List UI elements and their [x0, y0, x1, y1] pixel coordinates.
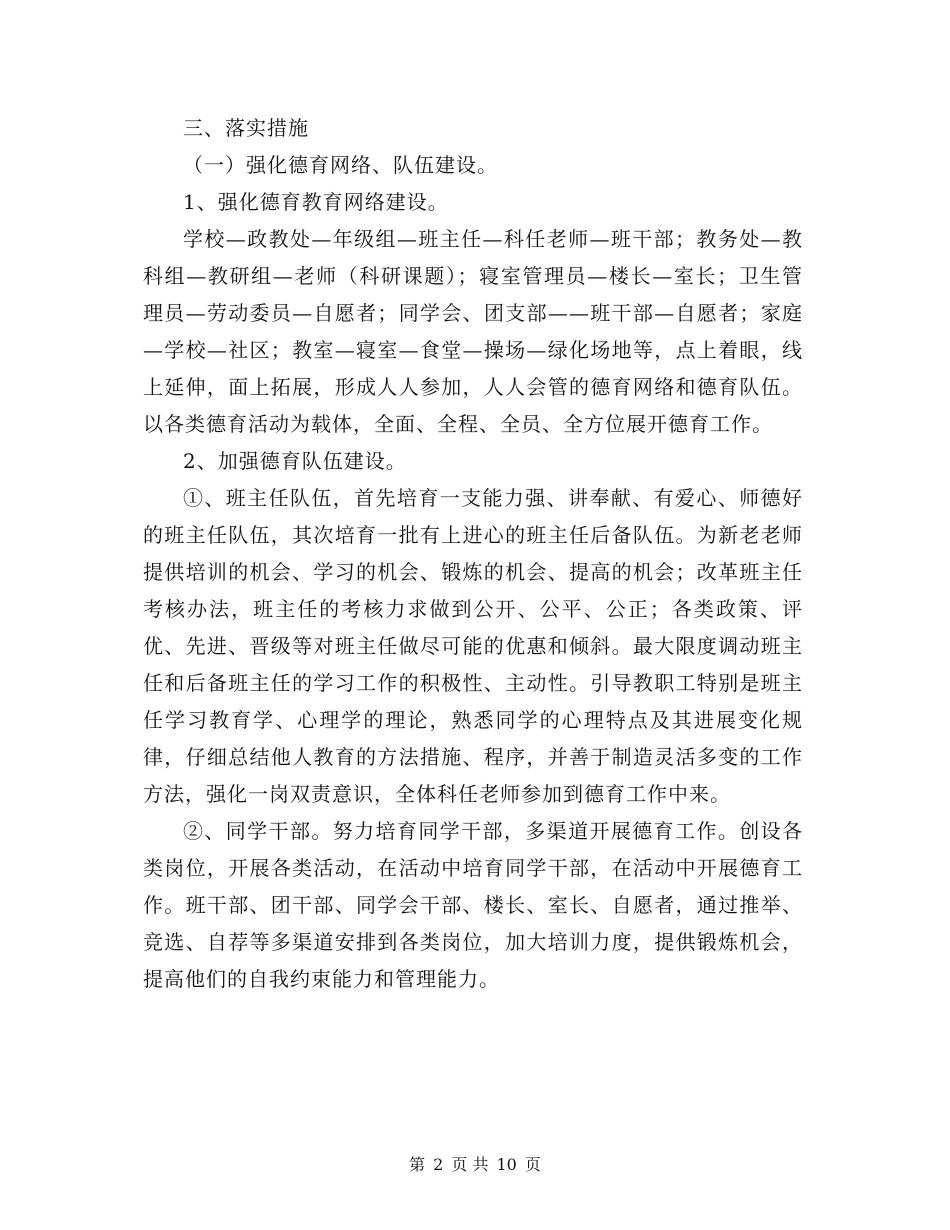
- subsection-heading: （一）强化德育网络、队伍建设。: [183, 153, 498, 177]
- current-page-number: 2: [433, 1155, 444, 1174]
- page-label-suffix: 页: [524, 1155, 541, 1174]
- page-label-prefix: 第: [409, 1155, 426, 1174]
- paragraph-student-cadres: ②、同学干部。努力培育同学干部，多渠道开展德育工作。创设各类岗位，开展各类活动，在活动中培育同学干部，在活动中开展德育工作。班干部、团干部、同学会干部、楼长、室长、自愿者，通过推举、竞选、自荐等多渠道安排到各类岗位，加大培训力度，提供锻炼机会，提高他们的自我约束能力和管理能力。: [143, 819, 803, 991]
- total-pages-number: 10: [496, 1155, 517, 1174]
- page-label-mid: 页 共: [451, 1155, 489, 1174]
- page-footer: [0, 1152, 950, 1175]
- paragraph-network: 学校—政教处—年级组—班主任—科任老师—班干部；教务处—教科组—教研组—老师（科研课题）；寝室管理员—楼长—室长；卫生管理员—劳动委员—自愿者；同学会、团支部——班干部—自愿者；家庭—学校—社区；教室—寝室—食堂—操场—绿化场地等，点上着眼，线上延伸，面上拓展，形成人人参加，人人会管的德育网络和德育队伍。以各类德育活动为载体，全面、全程、全员、全方位展开德育工作。: [143, 227, 803, 436]
- document-body: [143, 110, 803, 998]
- section-heading: 三、落实措施: [183, 116, 309, 140]
- item-heading-1: 1、强化德育教育网络建设。: [183, 190, 449, 214]
- paragraph-head-teacher-team: ①、班主任队伍，首先培育一支能力强、讲奉献、有爱心、师德好的班主任队伍，其次培育一批有上进心的班主任后备队伍。为新老老师提供培训的机会、学习的机会、锻炼的机会、提高的机会；改革班主任考核办法，班主任的考核力求做到公开、公平、公正；各类政策、评优、先进、晋级等对班主任做尽可能的优惠和倾斜。最大限度调动班主任和后备班主任的学习工作的积极性、主动性。引导教职工特别是班主任学习教育学、心理学的理论，熟悉同学的心理特点及其进展变化规律，仔细总结他人教育的方法措施、程序，并善于制造灵活多变的工作方法，强化一岗双责意识，全体科任老师参加到德育工作中来。: [143, 486, 803, 806]
- item-heading-2: 2、加强德育队伍建设。: [183, 449, 407, 473]
